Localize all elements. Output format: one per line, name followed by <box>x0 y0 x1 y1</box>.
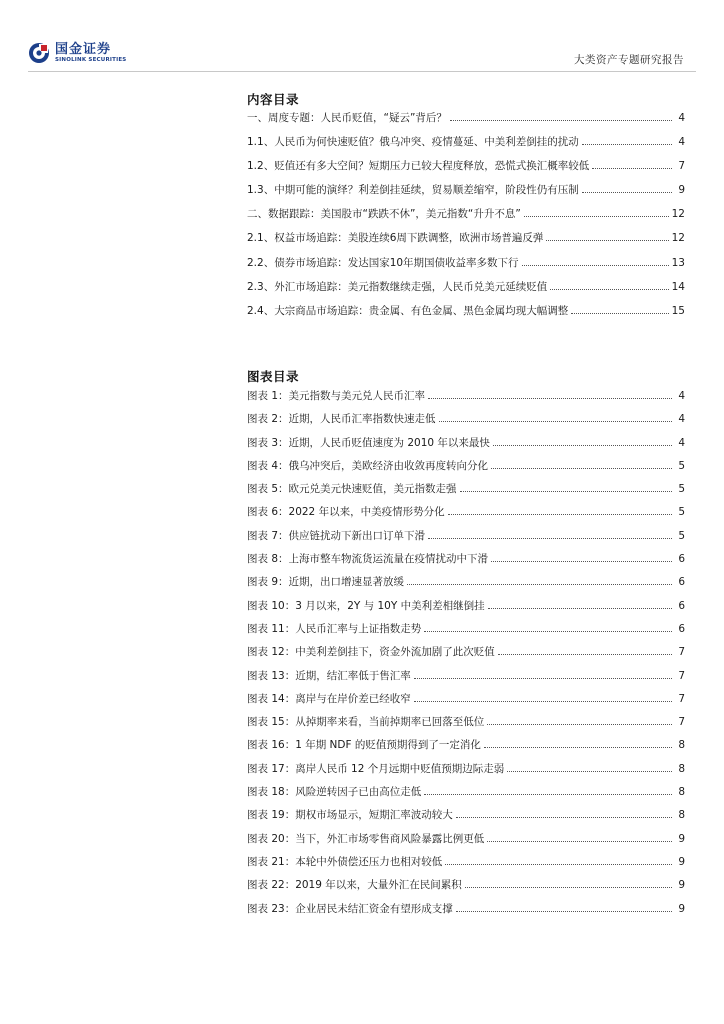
toc-entry-title: 1.2、贬值还有多大空间？短期压力已较大程度释放，恐慌式换汇概率较低 <box>247 160 590 173</box>
dot-leader <box>456 817 672 818</box>
figure-entry[interactable] <box>247 851 685 874</box>
figure-entry-page-number: 7 <box>678 646 685 659</box>
dot-leader <box>498 654 672 655</box>
dot-leader <box>487 724 672 725</box>
figure-entry-page-number: 6 <box>678 622 685 635</box>
figure-entry[interactable] <box>247 385 685 408</box>
figure-entry-title: 图表 12：中美利差倒挂下，资金外流加剧了此次贬值 <box>247 646 495 659</box>
toc-entry-title: 一、周度专题：人民币贬值，“疑云”背后？ <box>247 112 447 124</box>
figure-entry-title: 图表 16：1 年期 NDF 的贬值预期得到了一定消化 <box>247 739 481 752</box>
dot-leader <box>507 771 672 772</box>
figure-entry[interactable] <box>247 688 685 711</box>
figure-entry-page-number: 8 <box>678 786 685 799</box>
toc-entry[interactable] <box>247 299 685 323</box>
toc-entry-page-number: 4 <box>678 136 685 149</box>
figure-entry[interactable] <box>247 455 685 478</box>
figure-entry-page-number: 4 <box>678 390 685 402</box>
dot-leader <box>414 678 672 679</box>
figure-entry-page-number: 9 <box>678 879 685 892</box>
toc-entry[interactable] <box>247 154 685 178</box>
toc-entry-page-number: 13 <box>671 256 685 269</box>
figures-list <box>247 385 685 921</box>
dot-leader <box>522 265 669 266</box>
logo-chinese-name: 国金证券 <box>55 41 112 57</box>
figure-entry-page-number: 6 <box>678 576 685 589</box>
figure-entry[interactable] <box>247 781 685 804</box>
toc-entry[interactable] <box>247 202 685 226</box>
dot-leader <box>414 701 672 702</box>
figure-entry-page-number: 6 <box>678 553 685 566</box>
figure-entry[interactable] <box>247 641 685 664</box>
figure-entry-page-number: 9 <box>678 902 685 915</box>
toc-entry-page-number: 14 <box>671 280 685 293</box>
figure-entry-title: 图表 15：从掉期率来看，当前掉期率已回落至低位 <box>247 716 485 729</box>
toc-entry-page-number: 15 <box>671 304 685 317</box>
toc-entry-title: 1.1、人民币为何快速贬值？俄乌冲突、疫情蔓延、中美利差倒挂的扰动 <box>247 136 579 149</box>
dot-leader <box>487 841 672 842</box>
toc-entry[interactable] <box>247 178 685 202</box>
dot-leader <box>484 747 672 748</box>
dot-leader <box>592 168 672 169</box>
toc-entry[interactable] <box>247 275 685 299</box>
figure-entry-page-number: 8 <box>678 809 685 822</box>
figure-entry-title: 图表 2：近期，人民币汇率指数快速走低 <box>247 413 436 426</box>
figure-entry-title: 图表 20：当下，外汇市场零售商风险暴露比例更低 <box>247 832 485 845</box>
figure-entry-title: 图表 11：人民币汇率与上证指数走势 <box>247 622 422 635</box>
figure-entry[interactable] <box>247 595 685 618</box>
figure-entry[interactable] <box>247 571 685 594</box>
figure-entry[interactable] <box>247 618 685 641</box>
dot-leader <box>407 584 672 585</box>
company-logo <box>28 42 126 64</box>
dot-leader <box>424 631 672 632</box>
figure-entry[interactable] <box>247 525 685 548</box>
figure-entry-title: 图表 9：近期，出口增速显著放缓 <box>247 576 405 589</box>
figure-entry-title: 图表 5：欧元兑美元快速贬值，美元指数走强 <box>247 483 457 496</box>
dot-leader <box>460 491 672 492</box>
figure-entry[interactable] <box>247 828 685 851</box>
figure-entry-title: 图表 22：2019 年以来，大量外汇在民间累积 <box>247 879 462 892</box>
dot-leader <box>582 192 672 193</box>
figure-entry-page-number: 5 <box>678 483 685 496</box>
toc-entry[interactable] <box>247 226 685 250</box>
contents-title: 内容目录 <box>247 92 300 107</box>
toc-entry-title: 2.1、权益市场追踪：美股连续6周下跌调整，欧洲市场普遍反弹 <box>247 232 544 245</box>
figure-entry[interactable] <box>247 408 685 431</box>
header-divider <box>28 71 696 72</box>
figure-entry-title: 图表 13：近期，结汇率低于售汇率 <box>247 669 411 682</box>
figure-entry[interactable] <box>247 501 685 524</box>
figure-entry-title: 图表 17：离岸人民币 12 个月远期中贬值预期边际走弱 <box>247 762 505 775</box>
figure-entry-page-number: 7 <box>678 692 685 705</box>
contents-list <box>247 106 685 323</box>
figure-entry-title: 图表 1：美元指数与美元兑人民币汇率 <box>247 390 426 402</box>
figure-entry-page-number: 9 <box>678 855 685 868</box>
figure-entry[interactable] <box>247 758 685 781</box>
figure-entry[interactable] <box>247 478 685 501</box>
figure-entry[interactable] <box>247 874 685 897</box>
figure-entry-title: 图表 14：离岸与在岸价差已经收窄 <box>247 692 411 705</box>
figure-entry-page-number: 4 <box>678 436 685 449</box>
toc-entry-page-number: 12 <box>671 208 685 221</box>
toc-entry-page-number: 9 <box>678 184 685 197</box>
dot-leader <box>524 216 669 217</box>
figure-entry-title: 图表 7：供应链扰动下新出口订单下滑 <box>247 529 426 542</box>
figure-entry-title: 图表 21：本轮中外债偿还压力也相对较低 <box>247 855 443 868</box>
figure-entry-page-number: 4 <box>678 413 685 426</box>
figure-entry-title: 图表 4：俄乌冲突后，美欧经济由收敛再度转向分化 <box>247 459 489 472</box>
toc-entry-title: 2.2、债券市场追踪：发达国家10年期国债收益率多数下行 <box>247 256 519 269</box>
dot-leader <box>448 514 672 515</box>
figure-entry-title: 图表 6：2022 年以来，中美疫情形势分化 <box>247 506 445 519</box>
toc-entry[interactable] <box>247 106 685 130</box>
figure-entry[interactable] <box>247 548 685 571</box>
dot-leader <box>491 468 672 469</box>
dot-leader <box>491 561 672 562</box>
report-type-label: 大类资产专题研究报告 <box>574 54 684 66</box>
figure-entry-title: 图表 8：上海市整车物流货运流量在疫情扰动中下滑 <box>247 553 489 566</box>
toc-entry[interactable] <box>247 251 685 275</box>
figure-entry-title: 图表 10：3 月以来，2Y 与 10Y 中美利差相继倒挂 <box>247 599 485 612</box>
toc-entry-title: 二、数据跟踪：美国股市“跌跌不休”，美元指数“升升不息” <box>247 208 521 221</box>
dot-leader <box>424 794 672 795</box>
dot-leader <box>428 538 672 539</box>
figure-entry[interactable] <box>247 898 685 921</box>
figure-entry-page-number: 5 <box>678 529 685 542</box>
toc-entry-page-number: 4 <box>678 112 685 124</box>
figure-entry-title: 图表 3：近期，人民币贬值速度为 2010 年以来最快 <box>247 436 490 449</box>
dot-leader <box>445 864 672 865</box>
dot-leader <box>550 289 668 290</box>
figure-entry[interactable] <box>247 711 685 734</box>
dot-leader <box>571 313 668 314</box>
toc-entry-title: 2.3、外汇市场追踪：美元指数继续走强，人民币兑美元延续贬值 <box>247 280 548 293</box>
dot-leader <box>465 887 672 888</box>
page-header <box>0 0 724 74</box>
figure-entry-title: 图表 19：期权市场显示，短期汇率波动较大 <box>247 809 453 822</box>
dot-leader <box>439 421 672 422</box>
figure-entry-page-number: 6 <box>678 599 685 612</box>
sinolink-logo-icon <box>28 42 50 64</box>
figure-entry-title: 图表 23：企业居民未结汇资金有望形成支撑 <box>247 902 453 915</box>
figures-title: 图表目录 <box>247 369 300 384</box>
logo-english-name: SINOLINK SECURITIES <box>55 56 127 63</box>
toc-entry-page-number: 12 <box>671 232 685 245</box>
figure-entry[interactable] <box>247 804 685 827</box>
toc-entry[interactable] <box>247 130 685 154</box>
figure-entry-page-number: 8 <box>678 739 685 752</box>
dot-leader <box>546 240 668 241</box>
toc-entry-page-number: 7 <box>678 160 685 173</box>
figure-entry-title: 图表 18：风险逆转因子已由高位走低 <box>247 786 422 799</box>
figure-entry[interactable] <box>247 432 685 455</box>
figure-entry[interactable] <box>247 665 685 688</box>
figure-entry-page-number: 8 <box>678 762 685 775</box>
figure-entry-page-number: 5 <box>678 459 685 472</box>
toc-entry-title: 2.4、大宗商品市场追踪：贵金属、有色金属、黑色金属均现大幅调整 <box>247 304 569 317</box>
dot-leader <box>488 608 672 609</box>
figure-entry-page-number: 9 <box>678 832 685 845</box>
dot-leader <box>456 911 672 912</box>
toc-entry-title: 1.3、中期可能的演绎？利差倒挂延续，贸易顺差缩窄，阶段性仍有压制 <box>247 184 579 197</box>
figure-entry-page-number: 7 <box>678 716 685 729</box>
figure-entry-page-number: 7 <box>678 669 685 682</box>
figure-entry-page-number: 5 <box>678 506 685 519</box>
dot-leader <box>428 398 672 399</box>
dot-leader <box>450 120 672 121</box>
dot-leader <box>493 445 672 446</box>
figure-entry[interactable] <box>247 734 685 757</box>
dot-leader <box>582 144 672 145</box>
